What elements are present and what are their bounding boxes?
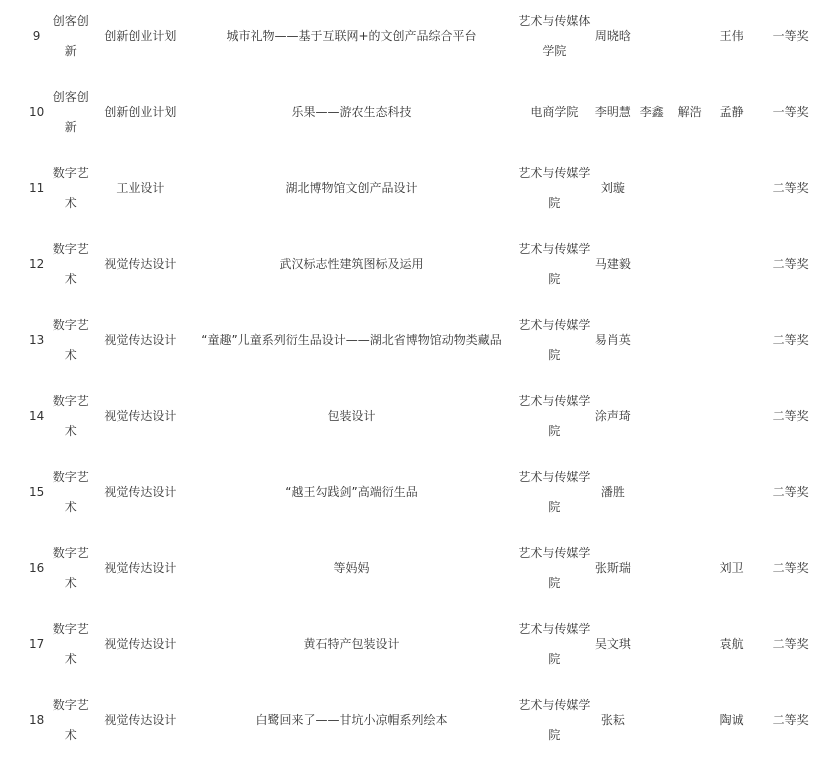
member-3-cell [672, 302, 707, 378]
category-cell-text: 数字艺术 [52, 242, 89, 286]
row-number [0, 530, 49, 606]
school-cell [514, 302, 594, 378]
member-3-cell [672, 74, 707, 150]
type-cell-text: 工业设计 [116, 181, 165, 195]
project-name-cell-text: 乐果——游农生态科技 [291, 105, 412, 119]
member-3-cell [672, 682, 707, 758]
row-number-text: 11 [28, 181, 45, 195]
type-cell [92, 74, 188, 150]
prize-cell [756, 226, 825, 302]
tutor-cell [707, 378, 756, 454]
member-3-cell-text: 解浩 [677, 105, 702, 119]
type-cell-text: 视觉传达设计 [104, 637, 177, 651]
project-name-cell [189, 0, 515, 74]
row-number [0, 682, 49, 758]
project-name-cell [189, 150, 515, 226]
category-cell-text: 创客创新 [52, 90, 89, 134]
type-cell-text: 视觉传达设计 [104, 485, 177, 499]
project-name-cell [189, 226, 515, 302]
row-number-text: 13 [28, 333, 45, 347]
tutor-cell [707, 0, 756, 74]
type-cell [92, 530, 188, 606]
member-3-cell [672, 530, 707, 606]
member-3-cell [672, 0, 707, 74]
member-1-cell-text: 吴文琪 [594, 637, 631, 651]
project-name-cell-text: 包装设计 [327, 409, 376, 423]
project-name-cell-text: 湖北博物馆文创产品设计 [285, 181, 418, 195]
type-cell [92, 378, 188, 454]
row-number [0, 74, 49, 150]
member-3-cell [672, 226, 707, 302]
member-2-cell [631, 378, 672, 454]
tutor-cell [707, 682, 756, 758]
category-cell-text: 数字艺术 [52, 318, 89, 362]
category-cell-text: 数字艺术 [52, 698, 89, 742]
row-number [0, 150, 49, 226]
member-1-cell [594, 150, 631, 226]
member-3-cell [672, 606, 707, 682]
project-name-cell-text: “童趣”儿童系列衍生品设计——湖北省博物馆动物类藏品 [201, 333, 502, 347]
prize-cell [756, 378, 825, 454]
project-name-cell [189, 682, 515, 758]
school-cell-text: 艺术与传媒学院 [518, 470, 591, 514]
row-number [0, 454, 49, 530]
member-3-cell [672, 378, 707, 454]
row-number [0, 0, 49, 74]
member-2-cell [631, 226, 672, 302]
type-cell [92, 302, 188, 378]
member-1-cell-text: 马建毅 [594, 257, 631, 271]
member-2-cell [631, 530, 672, 606]
type-cell [92, 0, 188, 74]
prize-cell-text: 二等奖 [772, 637, 809, 651]
category-cell [49, 682, 92, 758]
tutor-cell [707, 74, 756, 150]
member-1-cell [594, 606, 631, 682]
category-cell [49, 606, 92, 682]
category-cell [49, 454, 92, 530]
category-cell-text: 数字艺术 [52, 546, 89, 590]
prize-cell-text: 二等奖 [772, 713, 809, 727]
row-number [0, 226, 49, 302]
type-cell-text: 视觉传达设计 [104, 713, 177, 727]
type-cell-text: 视觉传达设计 [104, 409, 177, 423]
project-name-cell-text: 黄石特产包装设计 [303, 637, 400, 651]
tutor-cell-text: 陶诚 [719, 713, 744, 727]
school-cell-text: 艺术与传媒学院 [518, 546, 591, 590]
tutor-cell-text: 刘卫 [719, 561, 744, 575]
row-number-text: 10 [28, 105, 45, 119]
school-cell [514, 226, 594, 302]
row-number-text: 9 [32, 29, 41, 43]
member-1-cell-text: 易肖英 [594, 333, 631, 347]
member-1-cell-text: 周晓晗 [594, 29, 631, 43]
member-1-cell-text: 张耘 [600, 713, 625, 727]
type-cell-text: 视觉传达设计 [104, 257, 177, 271]
school-cell [514, 378, 594, 454]
category-cell-text: 数字艺术 [52, 394, 89, 438]
prize-cell-text: 二等奖 [772, 409, 809, 423]
member-1-cell-text: 涂声琦 [594, 409, 631, 423]
prize-cell [756, 454, 825, 530]
school-cell-text: 艺术与传媒学院 [518, 242, 591, 286]
row-number-text: 14 [28, 409, 45, 423]
prize-cell-text: 二等奖 [772, 257, 809, 271]
tutor-cell-text: 孟静 [719, 105, 744, 119]
table-row [0, 226, 825, 302]
row-number [0, 378, 49, 454]
member-1-cell [594, 682, 631, 758]
member-1-cell-text: 张斯瑞 [594, 561, 631, 575]
table-row [0, 378, 825, 454]
prize-cell [756, 0, 825, 74]
row-number-text: 18 [28, 713, 45, 727]
tutor-cell-text: 王伟 [719, 29, 744, 43]
school-cell-text: 艺术与传媒学院 [518, 166, 591, 210]
school-cell-text: 艺术与传媒学院 [518, 318, 591, 362]
type-cell-text: 创新创业计划 [104, 105, 177, 119]
member-1-cell-text: 刘璇 [600, 181, 625, 195]
prize-cell [756, 150, 825, 226]
type-cell-text: 视觉传达设计 [104, 561, 177, 575]
project-name-cell [189, 74, 515, 150]
school-cell [514, 0, 594, 74]
member-2-cell [631, 74, 672, 150]
prize-cell-text: 二等奖 [772, 561, 809, 575]
project-name-cell-text: 城市礼物——基于互联网+的文创产品综合平台 [226, 29, 477, 43]
prize-cell-text: 一等奖 [772, 29, 809, 43]
category-cell-text: 创客创新 [52, 14, 89, 58]
prize-cell-text: 二等奖 [772, 485, 809, 499]
table-row [0, 150, 825, 226]
school-cell-text: 艺术与传媒学院 [518, 698, 591, 742]
category-cell [49, 0, 92, 74]
project-name-cell [189, 606, 515, 682]
type-cell-text: 创新创业计划 [104, 29, 177, 43]
row-number-text: 16 [28, 561, 45, 575]
prize-cell [756, 682, 825, 758]
member-1-cell [594, 0, 631, 74]
member-2-cell [631, 0, 672, 74]
prize-cell [756, 74, 825, 150]
member-1-cell [594, 74, 631, 150]
tutor-cell [707, 606, 756, 682]
tutor-cell [707, 454, 756, 530]
category-cell-text: 数字艺术 [52, 166, 89, 210]
row-number-text: 12 [28, 257, 45, 271]
school-cell [514, 682, 594, 758]
member-1-cell [594, 226, 631, 302]
member-1-cell [594, 454, 631, 530]
school-cell [514, 454, 594, 530]
prize-cell [756, 606, 825, 682]
type-cell [92, 226, 188, 302]
member-1-cell-text: 李明慧 [594, 105, 631, 119]
category-cell-text: 数字艺术 [52, 470, 89, 514]
member-3-cell [672, 150, 707, 226]
project-name-cell-text: 等妈妈 [333, 561, 370, 575]
member-1-cell [594, 302, 631, 378]
category-cell [49, 226, 92, 302]
tutor-cell-text: 袁航 [719, 637, 744, 651]
school-cell [514, 150, 594, 226]
row-number [0, 302, 49, 378]
prize-cell-text: 二等奖 [772, 181, 809, 195]
member-2-cell [631, 454, 672, 530]
school-cell-text: 艺术与传媒体学院 [518, 14, 591, 58]
member-2-cell [631, 682, 672, 758]
project-name-cell [189, 530, 515, 606]
member-1-cell-text: 潘胜 [600, 485, 625, 499]
row-number-text: 17 [28, 637, 45, 651]
table-row [0, 0, 825, 74]
member-2-cell [631, 150, 672, 226]
tutor-cell [707, 530, 756, 606]
category-cell [49, 378, 92, 454]
tutor-cell [707, 226, 756, 302]
school-cell-text: 艺术与传媒学院 [518, 622, 591, 666]
category-cell [49, 150, 92, 226]
project-name-cell [189, 378, 515, 454]
type-cell [92, 150, 188, 226]
member-2-cell [631, 606, 672, 682]
table-row [0, 302, 825, 378]
table-row [0, 530, 825, 606]
member-2-cell [631, 302, 672, 378]
row-number-text: 15 [28, 485, 45, 499]
table-row [0, 606, 825, 682]
table-row [0, 74, 825, 150]
school-cell [514, 530, 594, 606]
type-cell [92, 606, 188, 682]
category-cell [49, 74, 92, 150]
tutor-cell [707, 150, 756, 226]
school-cell-text: 艺术与传媒学院 [518, 394, 591, 438]
member-3-cell [672, 454, 707, 530]
type-cell [92, 454, 188, 530]
project-name-cell [189, 454, 515, 530]
project-name-cell-text: 白鹭回来了——甘坑小凉帽系列绘本 [255, 713, 448, 727]
table-row [0, 682, 825, 758]
prize-cell [756, 530, 825, 606]
school-cell-text: 电商学院 [530, 105, 579, 119]
prize-cell [756, 302, 825, 378]
category-cell [49, 530, 92, 606]
project-name-cell-text: “越王勾践剑”高端衍生品 [285, 485, 418, 499]
prize-cell-text: 二等奖 [772, 333, 809, 347]
category-cell-text: 数字艺术 [52, 622, 89, 666]
school-cell [514, 606, 594, 682]
row-number [0, 606, 49, 682]
project-name-cell-text: 武汉标志性建筑图标及运用 [279, 257, 424, 271]
prize-cell-text: 一等奖 [772, 105, 809, 119]
member-1-cell [594, 530, 631, 606]
member-1-cell [594, 378, 631, 454]
tutor-cell [707, 302, 756, 378]
school-cell [514, 74, 594, 150]
category-cell [49, 302, 92, 378]
type-cell-text: 视觉传达设计 [104, 333, 177, 347]
member-2-cell-text: 李鑫 [639, 105, 664, 119]
type-cell [92, 682, 188, 758]
project-name-cell [189, 302, 515, 378]
table-row [0, 454, 825, 530]
